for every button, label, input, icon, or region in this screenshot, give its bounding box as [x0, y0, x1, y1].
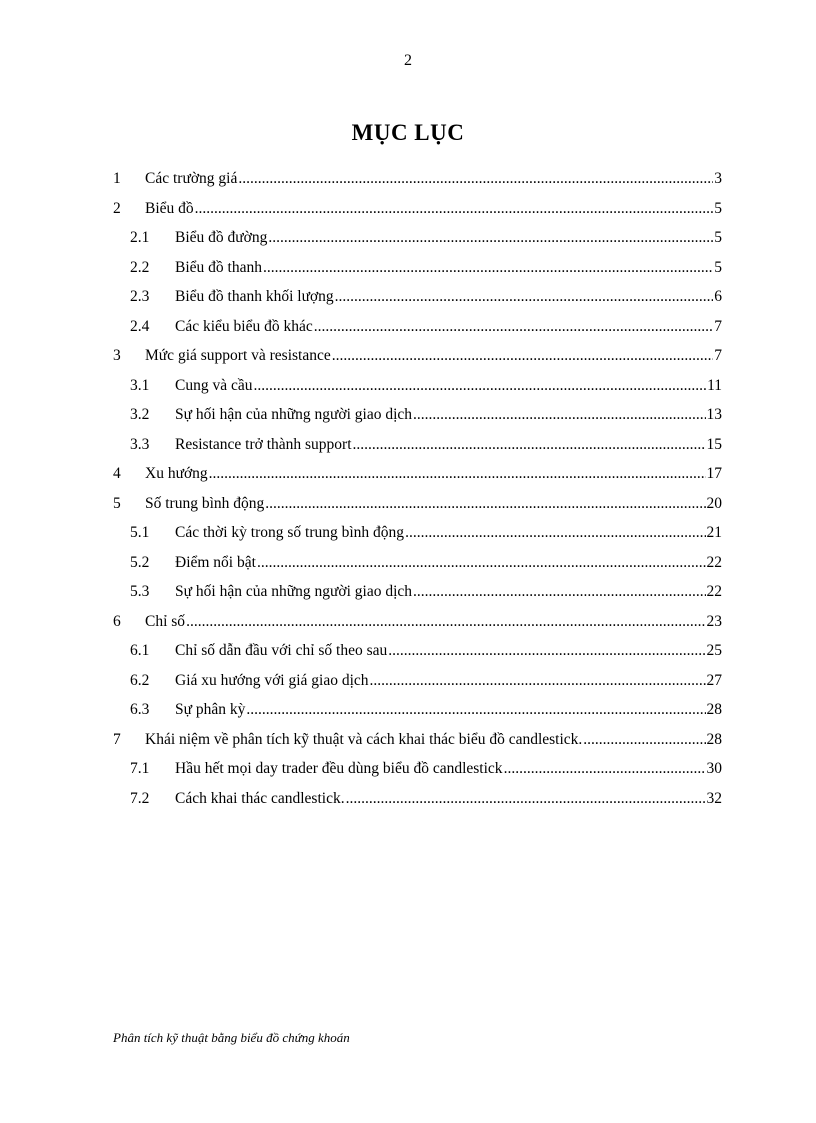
toc-entry-page: 15 — [706, 435, 722, 453]
table-of-contents — [113, 164, 722, 813]
toc-dot-leader — [504, 754, 706, 784]
toc-entry-title: Biểu đồ thanh khối lượng — [175, 288, 334, 305]
toc-entry[interactable] — [113, 312, 722, 342]
toc-entry-page: 23 — [706, 612, 722, 630]
toc-dot-leader — [257, 548, 706, 578]
toc-entry-number: 6 — [113, 612, 121, 630]
page-title: MỤC LỤC — [351, 120, 465, 145]
toc-entry-number: 7.2 — [130, 789, 150, 807]
toc-entry-page: 25 — [706, 642, 722, 659]
toc-entry[interactable] — [113, 400, 722, 430]
toc-entry-page: 7 — [714, 317, 722, 335]
toc-entry[interactable] — [113, 489, 722, 519]
toc-dot-leader — [186, 607, 705, 637]
toc-entry-title: Hầu hết mọi day trader đều dùng biểu đồ candlestick — [175, 760, 503, 777]
toc-entry[interactable] — [113, 518, 722, 548]
toc-entry[interactable] — [113, 636, 722, 666]
toc-entry[interactable] — [113, 548, 722, 578]
toc-entry-page: 22 — [706, 583, 722, 600]
page-number: 2 — [404, 52, 412, 69]
toc-dot-leader — [253, 371, 706, 401]
toc-entry-page: 21 — [706, 524, 722, 541]
toc-entry-title: Sự phân kỳ — [175, 701, 246, 718]
toc-dot-leader — [346, 784, 706, 814]
toc-dot-leader — [209, 459, 706, 489]
toc-dot-leader — [413, 400, 705, 430]
toc-dot-leader — [413, 577, 705, 607]
toc-entry[interactable] — [113, 430, 722, 460]
toc-entry-title: Các kiểu biểu đồ khác — [175, 317, 313, 335]
toc-entry-number: 2.3 — [130, 288, 150, 305]
toc-entry-title: Mức giá support và resistance — [145, 347, 331, 364]
toc-entry-number: 2.1 — [130, 229, 150, 246]
toc-entry-number: 5.2 — [130, 553, 150, 571]
toc-dot-leader — [268, 223, 713, 253]
toc-entry-number: 2.2 — [130, 258, 150, 276]
toc-entry-number: 5 — [113, 494, 121, 512]
toc-entry-number: 6.1 — [130, 642, 150, 659]
toc-dot-leader — [195, 194, 714, 224]
toc-dot-leader — [370, 666, 706, 696]
toc-entry[interactable] — [113, 725, 722, 755]
toc-entry-title: Biểu đồ thanh — [175, 258, 262, 276]
toc-entry[interactable] — [113, 341, 722, 371]
toc-entry-title: Biểu đồ đường — [175, 229, 268, 246]
toc-entry-page: 27 — [706, 671, 722, 689]
toc-entry[interactable] — [113, 784, 722, 814]
toc-entry-number: 1 — [113, 170, 121, 187]
toc-entry-page: 30 — [706, 760, 722, 777]
toc-entry-page: 22 — [706, 553, 722, 571]
toc-entry-page: 6 — [714, 288, 722, 305]
toc-entry-number: 3.2 — [130, 406, 150, 423]
toc-entry-page: 28 — [706, 730, 722, 748]
toc-dot-leader — [335, 282, 714, 312]
toc-entry-title: Chỉ số dẫn đầu với chỉ số theo sau — [175, 642, 388, 659]
toc-entry-number: 5.1 — [130, 524, 150, 541]
toc-entry[interactable] — [113, 607, 722, 637]
toc-entry-title: Các thời kỳ trong số trung bình động — [175, 524, 405, 541]
toc-entry-title: Xu hướng — [145, 465, 208, 482]
toc-dot-leader — [238, 164, 713, 194]
toc-entry-title: Cung và cầu — [175, 376, 253, 394]
toc-entry[interactable] — [113, 194, 722, 224]
toc-dot-leader — [583, 725, 705, 755]
toc-entry-title: Sự hối hận của những người giao dịch — [175, 583, 413, 600]
toc-entry[interactable] — [113, 666, 722, 696]
toc-entry-title: Số trung bình động — [145, 494, 265, 512]
toc-entry[interactable] — [113, 164, 722, 194]
toc-entry-number: 7 — [113, 730, 121, 748]
toc-entry-page: 5 — [714, 229, 722, 246]
toc-entry-number: 5.3 — [130, 583, 150, 600]
toc-entry[interactable] — [113, 223, 722, 253]
toc-entry-page: 28 — [706, 701, 722, 718]
toc-entry[interactable] — [113, 282, 722, 312]
toc-entry-number: 7.1 — [130, 760, 150, 777]
toc-entry-number: 2.4 — [130, 317, 150, 335]
toc-entry-title: Chỉ số — [145, 612, 186, 630]
page-footer: Phân tích kỹ thuật bằng biểu đồ chứng khoán — [113, 1030, 350, 1045]
toc-entry-title: Khái niệm về phân tích kỹ thuật và cách khai thác biểu đồ candlestick. — [145, 730, 583, 748]
toc-entry-number: 3.1 — [130, 376, 150, 394]
toc-entry-title: Biểu đồ — [145, 199, 194, 217]
toc-entry-title: Sự hối hận của những người giao dịch — [175, 406, 413, 423]
toc-entry-page: 17 — [706, 465, 722, 482]
toc-entry-page: 5 — [714, 199, 722, 217]
toc-entry[interactable] — [113, 754, 722, 784]
toc-dot-leader — [265, 489, 705, 519]
toc-dot-leader — [353, 430, 706, 460]
toc-dot-leader — [405, 518, 705, 548]
toc-entry-title: Điểm nổi bật — [175, 553, 256, 571]
toc-entry-page: 7 — [714, 347, 722, 364]
toc-entry[interactable] — [113, 459, 722, 489]
toc-dot-leader — [263, 253, 713, 283]
toc-dot-leader — [388, 636, 705, 666]
toc-entry-page: 5 — [714, 258, 722, 276]
toc-entry-title: Giá xu hướng với giá giao dịch — [175, 671, 369, 689]
toc-dot-leader — [314, 312, 714, 342]
toc-dot-leader — [246, 695, 705, 725]
toc-entry-title: Các trường giá — [145, 170, 238, 187]
toc-entry-number: 6.3 — [130, 701, 150, 718]
toc-entry-number: 4 — [113, 465, 121, 482]
toc-entry[interactable] — [113, 253, 722, 283]
toc-entry-number: 2 — [113, 199, 121, 217]
toc-entry-number: 6.2 — [130, 671, 150, 689]
toc-entry-page: 3 — [714, 170, 722, 187]
toc-entry-number: 3.3 — [130, 435, 150, 453]
toc-entry[interactable] — [113, 695, 722, 725]
toc-entry-page: 13 — [706, 406, 722, 423]
toc-entry-page: 11 — [707, 376, 722, 394]
toc-entry-number: 3 — [113, 347, 121, 364]
toc-entry-page: 20 — [706, 494, 722, 512]
toc-entry[interactable] — [113, 577, 722, 607]
toc-entry-page: 32 — [706, 789, 722, 807]
toc-entry-title: Cách khai thác candlestick. — [175, 789, 345, 807]
toc-dot-leader — [332, 341, 714, 371]
toc-entry-title: Resistance trở thành support — [175, 435, 352, 453]
toc-entry[interactable] — [113, 371, 722, 401]
